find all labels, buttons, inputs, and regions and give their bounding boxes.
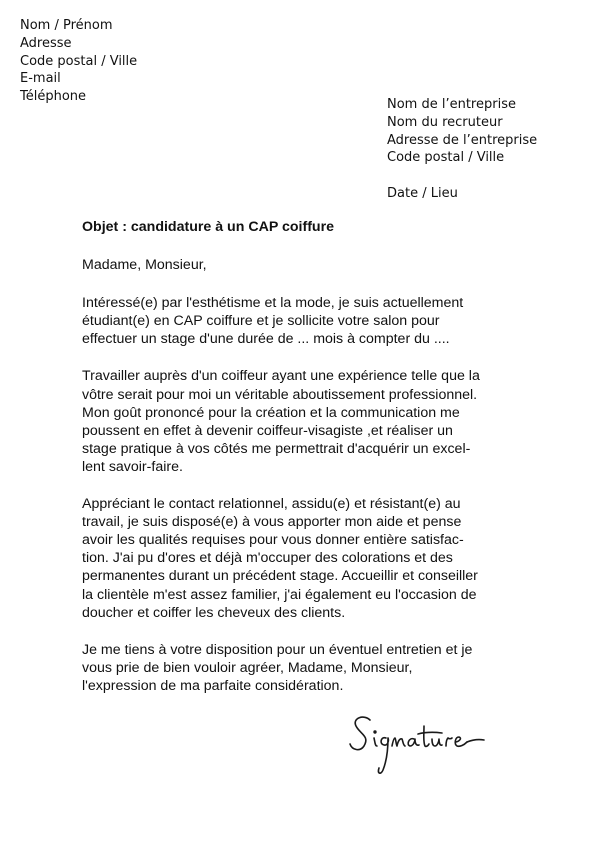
paragraph-line: doucher et coiffer les cheveux des clients. xyxy=(82,604,346,621)
paragraph-line: Mon goût prononcé pour la création et la communication me xyxy=(82,404,460,421)
paragraph-line: Je me tiens à votre disposition pour un éventuel entretien et je xyxy=(82,641,473,658)
signature-image xyxy=(348,708,498,778)
sender-address: Adresse xyxy=(20,35,72,51)
recipient-address-block xyxy=(387,96,537,203)
sender-phone: Téléphone xyxy=(20,89,87,105)
sender-address-block xyxy=(20,17,137,106)
paragraph-line: Travailler auprès d'un coiffeur ayant une expérience telle que la xyxy=(82,368,480,385)
recipient-recruiter: Nom du recruteur xyxy=(387,114,503,130)
paragraph-line: stage pratique à vos côtés me permettrait d'acquérir un excel- xyxy=(82,440,471,457)
paragraph-line: l'expression de ma parfaite considération. xyxy=(82,677,344,694)
paragraph-intro xyxy=(82,294,522,348)
sender-email: E-mail xyxy=(20,71,61,87)
recipient-address: Adresse de l’entreprise xyxy=(387,132,538,148)
paragraph-line: avoir les qualités requises pour vous donner entière satisfac- xyxy=(82,532,464,549)
paragraph-line: effectuer un stage d'une durée de ... mois à compter du .... xyxy=(82,331,450,348)
paragraph-line: Intéressé(e) par l'esthétisme et la mode, je suis actuellement xyxy=(82,295,464,312)
date-place: Date / Lieu xyxy=(387,186,458,202)
paragraph-line: lent savoir-faire. xyxy=(82,458,183,475)
recipient-company: Nom de l’entreprise xyxy=(387,97,516,112)
paragraph-qualities xyxy=(82,495,522,622)
sender-name: Nom / Prénom xyxy=(20,18,113,33)
letter-body xyxy=(82,218,522,714)
letter-subject: Objet : candidature à un CAP coiffure xyxy=(82,219,334,235)
paragraph-line: la clientèle m'est assez familier, j'ai également eu l'occasion de xyxy=(82,586,477,603)
paragraph-line: Appréciant le contact relationnel, assidu(e) et résistant(e) au xyxy=(82,496,461,513)
paragraph-motivation xyxy=(82,367,522,476)
sender-postal-city: Code postal / Ville xyxy=(20,53,138,69)
paragraph-closing xyxy=(82,641,522,695)
paragraph-line: permanentes durant un précédent stage. Accueillir et conseiller xyxy=(82,568,478,585)
paragraph-line: vôtre serait pour moi un véritable aboutissement professionnel. xyxy=(82,386,478,403)
paragraph-line: tion. J'ai pu d'ores et déjà m'occuper des colorations et des xyxy=(82,550,453,567)
paragraph-line: étudiant(e) en CAP coiffure et je sollicite votre salon pour xyxy=(82,313,440,330)
recipient-postal-city: Code postal / Ville xyxy=(387,150,505,166)
paragraph-line: poussent en effet à devenir coiffeur-visagiste ,et réaliser un xyxy=(82,422,453,439)
paragraph-line: travail, je suis disposé(e) à vous apporter mon aide et pense xyxy=(82,514,462,531)
paragraph-line: vous prie de bien vouloir agréer, Madame, Monsieur, xyxy=(82,659,413,676)
letter-salutation: Madame, Monsieur, xyxy=(82,257,207,274)
